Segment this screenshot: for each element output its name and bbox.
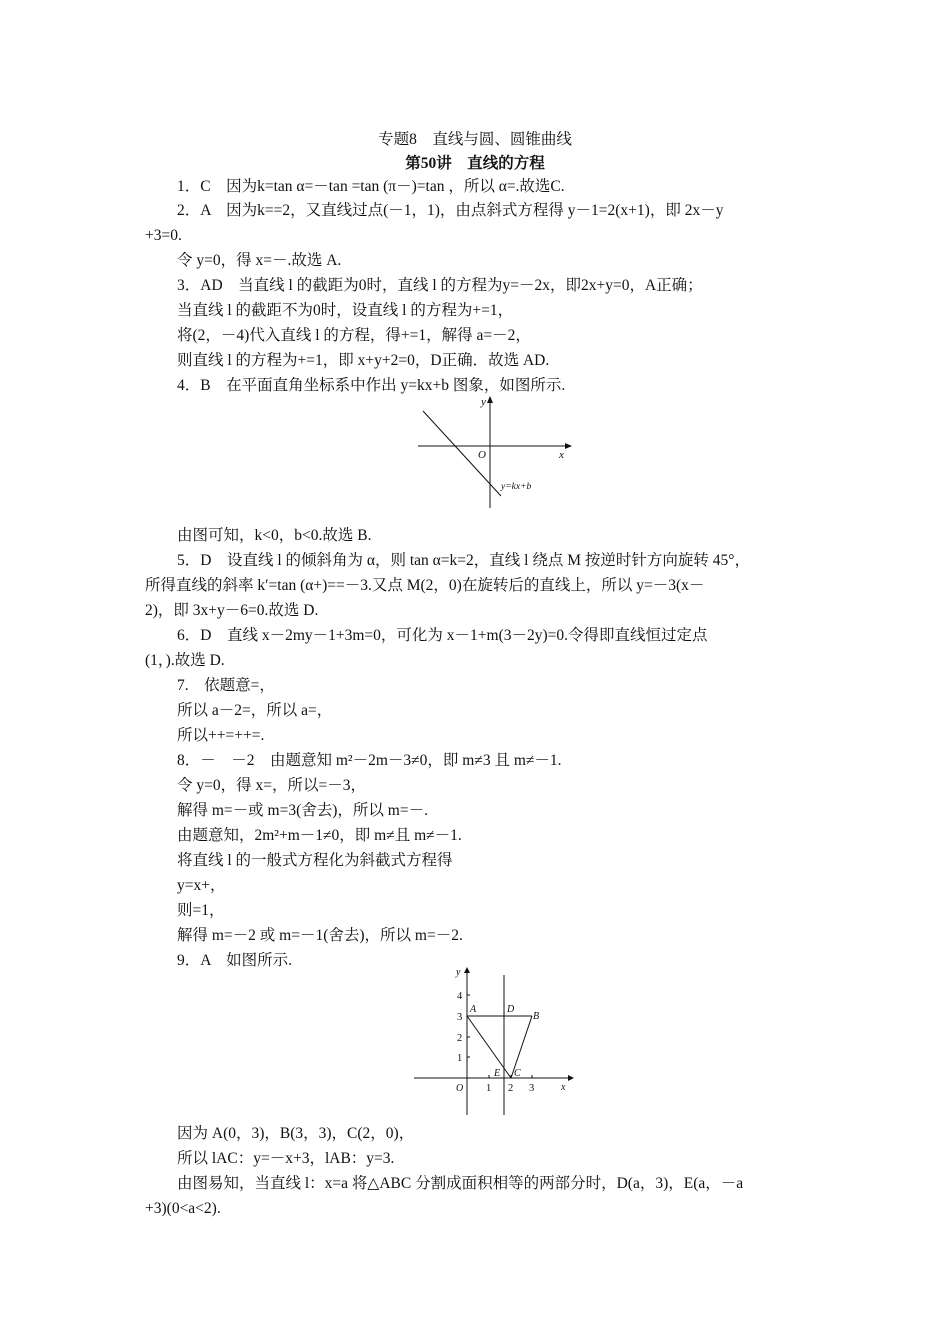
text-line: 则直线 l 的方程为+=1，即 x+y+2=0，D正确．故选 AD.: [177, 352, 550, 369]
text-line: 将直线 l 的一般式方程化为斜截式方程得: [177, 852, 453, 869]
text-line: +3)(0<a<2).: [145, 1200, 221, 1217]
text-line: 所得直线的斜率 k′=tan (α+)==－3.又点 M(2，0)在旋转后的直线上，所以 y=－3(x－: [145, 577, 705, 594]
x-axis-arrow: [565, 443, 572, 449]
text-line: (1，).故选 D.: [145, 652, 225, 669]
text-line: 由题意知，2m²+m－1≠0，即 m≠且 m≠－1.: [177, 827, 462, 844]
lesson-title: 第50讲 直线的方程: [405, 155, 545, 172]
text-line: 9．A 如图所示.: [177, 952, 292, 969]
text-line: +3=0.: [145, 227, 182, 244]
y-axis-label: y: [481, 396, 486, 408]
x-axis-arrow: [568, 1075, 574, 1081]
text-line: 当直线 l 的截距不为0时，设直线 l 的方程为+=1，: [177, 302, 514, 319]
text-line: y=x+，: [177, 877, 226, 894]
y-tick-label: 4: [457, 991, 463, 1002]
text-line: 所以 a－2=，所以 a=，: [177, 702, 333, 719]
text-line: 令 y=0，得 x=，所以=－3，: [177, 777, 366, 794]
text-line: 所以++=++=.: [177, 727, 265, 744]
y-axis-label: y: [456, 967, 461, 978]
x-tick-label: 2: [508, 1083, 514, 1094]
text-line: 将(2，－4)代入直线 l 的方程，得+=1，解得 a=－2，: [177, 327, 531, 344]
point-label-B: B: [533, 1011, 540, 1022]
y-axis-arrow: [487, 396, 493, 403]
point-label-E: E: [494, 1068, 501, 1079]
figure-linear-graph: [415, 393, 575, 513]
point-label-A: A: [470, 1004, 477, 1015]
text-line: 所以 lAC：y=－x+3，lAB：y=3.: [177, 1150, 395, 1167]
text-line: 令 y=0，得 x=－.故选 A.: [177, 252, 342, 269]
text-line: 由图易知，当直线 l：x=a 将△ABC 分割成面积相等的两部分时，D(a，3)，E(a，－a: [177, 1175, 744, 1192]
figure-triangle-graph: [410, 965, 575, 1120]
text-line: 则=1，: [177, 902, 225, 919]
x-axis-label: x: [561, 1082, 566, 1093]
line-label: y=kx+b: [501, 482, 532, 492]
origin-label: O: [478, 449, 486, 461]
origin-label: O: [456, 1083, 464, 1094]
y-tick-label: 1: [457, 1053, 463, 1064]
text-line: 因为 A(0，3)，B(3，3)，C(2，0)，: [177, 1125, 415, 1142]
text-line: 解得 m=－2 或 m=－1(舍去)，所以 m=－2.: [177, 927, 463, 944]
y-tick-label: 2: [457, 1033, 463, 1044]
text-line: 2)，即 3x+y－6=0.故选 D.: [145, 602, 319, 619]
text-line: 7. 依题意=，: [177, 677, 275, 694]
text-line: 2．A 因为k==2，又直线过点(－1，1)，由点斜式方程得 y－1=2(x+1)，即 2x－y: [177, 202, 724, 219]
text-line: 6．D 直线 x－2my－1+3m=0，可化为 x－1+m(3－2y)=0.令得即直线恒过定点: [177, 627, 708, 644]
point-label-C: C: [514, 1068, 521, 1079]
text-line: 4．B 在平面直角坐标系中作出 y=kx+b 图象，如图所示.: [177, 377, 566, 394]
x-axis-label: x: [559, 449, 564, 461]
point-label-D: D: [507, 1004, 515, 1015]
text-line: 由图可知，k<0，b<0.故选 B.: [177, 527, 372, 544]
graph-line: [423, 411, 501, 496]
y-tick-label: 3: [457, 1012, 463, 1023]
text-line: 8．－ －2 由题意知 m²－2m－3≠0，即 m≠3 且 m≠－1.: [177, 752, 562, 769]
text-line: 解得 m=－或 m=3(舍去)，所以 m=－.: [177, 802, 428, 819]
text-line: 3．AD 当直线 l 的截距为0时，直线 l 的方程为y=－2x，即2x+y=0，A正确；: [177, 277, 703, 294]
text-line: 1．C 因为k=tan α=－tan =tan (π－)=tan ，所以 α=.故选C.: [177, 178, 565, 195]
x-tick-label: 1: [486, 1083, 492, 1094]
y-axis-arrow: [464, 967, 470, 973]
text-line: 5．D 设直线 l 的倾斜角为 α，则 tan α=k=2，直线 l 绕点 M 按逆时针方向旋转 45°，: [177, 552, 750, 569]
x-tick-label: 3: [529, 1083, 535, 1094]
topic-title: 专题8 直线与圆、圆锥曲线: [378, 131, 572, 148]
